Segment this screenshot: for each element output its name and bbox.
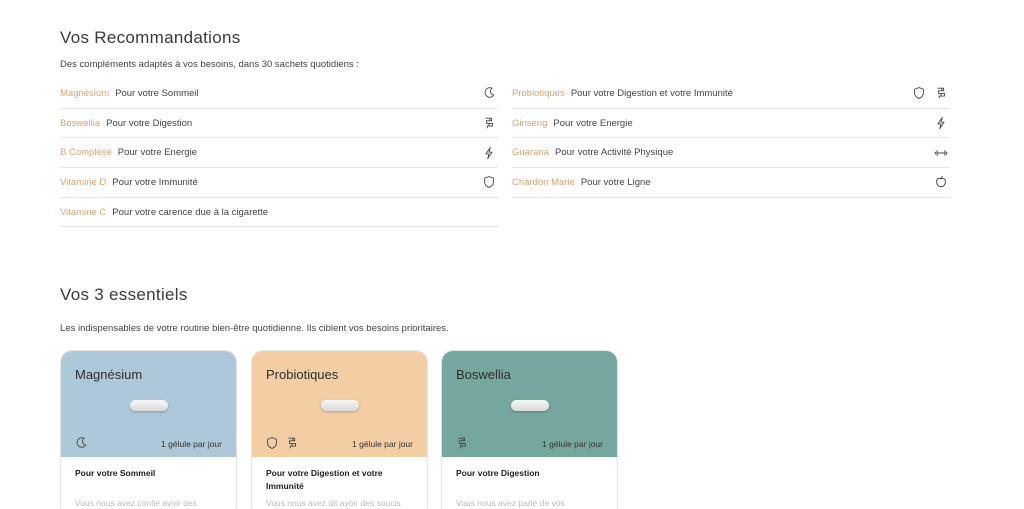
digestion-icon	[482, 116, 496, 130]
card-body	[442, 457, 617, 508]
benefit-icons	[912, 86, 948, 100]
moon-icon	[482, 86, 496, 100]
recommendation-row	[60, 138, 498, 168]
supplement-benefit: Pour votre Activité Physique	[554, 147, 674, 159]
digestion-icon	[934, 86, 948, 100]
card-dose: 1 gélule par jour	[352, 439, 413, 449]
lightning-icon	[934, 116, 948, 130]
supplement-benefit: Pour votre Digestion et votre Immunité	[570, 87, 733, 99]
supplement-benefit: Pour votre carence due à la cigarette	[112, 206, 269, 218]
card-dose: 1 gélule par jour	[542, 439, 603, 449]
recommendation-row	[512, 138, 950, 168]
recommendations-left-list	[60, 79, 498, 227]
digestion-icon	[285, 436, 299, 450]
apple-icon	[934, 175, 948, 189]
recommendation-row	[60, 109, 498, 139]
card-benefit-icons	[455, 436, 469, 450]
capsule-image	[321, 400, 359, 411]
supplement-name: B Complexe	[60, 147, 112, 159]
card-description: Vous nous avez parlé de vos	[456, 498, 565, 508]
recommendation-row	[512, 109, 950, 139]
benefit-icons	[482, 86, 496, 100]
shield-icon	[482, 175, 496, 189]
supplement-name: Boswellia	[60, 117, 101, 129]
supplement-name: Vitamine D	[60, 176, 107, 188]
supplement-name: Chardon Marie	[512, 176, 575, 188]
benefit-icons	[482, 116, 496, 130]
supplement-benefit: Pour votre Ligne	[580, 176, 651, 188]
supplement-benefit: Pour votre Immunité	[112, 176, 198, 188]
dumbbell-icon	[934, 146, 948, 160]
card-description: Vous nous avez confié avoir des	[75, 498, 197, 508]
supplement-benefit: Pour votre Digestion	[106, 117, 193, 129]
card-benefit: Pour votre Digestion	[456, 468, 540, 478]
essentials-subtitle: Les indispensables de votre routine bien-être quotidienne. Ils ciblent vos besoins prioritaires.	[60, 323, 449, 334]
card-description: Vous nous avez dit avoir des soucis	[266, 498, 401, 508]
recommendation-row	[512, 168, 950, 198]
recommendation-row	[60, 198, 498, 228]
card-title: Boswellia	[456, 367, 511, 382]
card-benefit: Pour votre Digestion et votre Immunité	[266, 468, 383, 491]
essential-card[interactable]	[441, 350, 618, 509]
supplement-benefit: Pour votre Sommeil	[115, 87, 199, 99]
card-benefit: Pour votre Sommeil	[75, 468, 156, 478]
supplement-benefit: Pour votre Energie	[117, 147, 197, 159]
recommendation-row	[512, 79, 950, 109]
supplement-name: Vitamine C	[60, 206, 107, 218]
recommendations-title: Vos Recommandations	[60, 28, 241, 47]
supplement-name: Probiotiques	[512, 87, 565, 99]
card-benefit-icons	[265, 436, 299, 450]
shield-icon	[912, 86, 926, 100]
card-title: Probiotiques	[266, 367, 339, 382]
essential-card[interactable]	[60, 350, 237, 509]
card-title: Magnésium	[75, 367, 143, 382]
supplement-name: Magnésium	[60, 87, 110, 99]
benefit-icons	[482, 146, 496, 160]
card-header	[252, 351, 427, 457]
recommendation-row	[60, 168, 498, 198]
card-body	[61, 457, 236, 508]
card-body	[252, 457, 427, 508]
card-dose: 1 gélule par jour	[161, 439, 222, 449]
lightning-icon	[482, 146, 496, 160]
shield-icon	[265, 436, 279, 450]
recommendation-row	[60, 79, 498, 109]
supplement-name: Ginseng	[512, 117, 548, 129]
benefit-icons	[934, 116, 948, 130]
benefit-icons	[934, 146, 948, 160]
supplement-name: Guarana	[512, 147, 549, 159]
card-header	[61, 351, 236, 457]
moon-icon	[74, 436, 88, 450]
capsule-image	[511, 400, 549, 411]
benefit-icons	[482, 175, 496, 189]
essentials-title: Vos 3 essentiels	[60, 285, 188, 304]
essential-card[interactable]	[251, 350, 428, 509]
benefit-icons	[934, 175, 948, 189]
digestion-icon	[455, 436, 469, 450]
capsule-image	[130, 400, 168, 411]
recommendations-subtitle: Des compléments adaptés à vos besoins, dans 30 sachets quotidiens :	[60, 59, 359, 70]
card-benefit-icons	[74, 436, 88, 450]
recommendations-right-list	[512, 79, 950, 198]
card-header	[442, 351, 617, 457]
supplement-benefit: Pour votre Energie	[553, 117, 633, 129]
